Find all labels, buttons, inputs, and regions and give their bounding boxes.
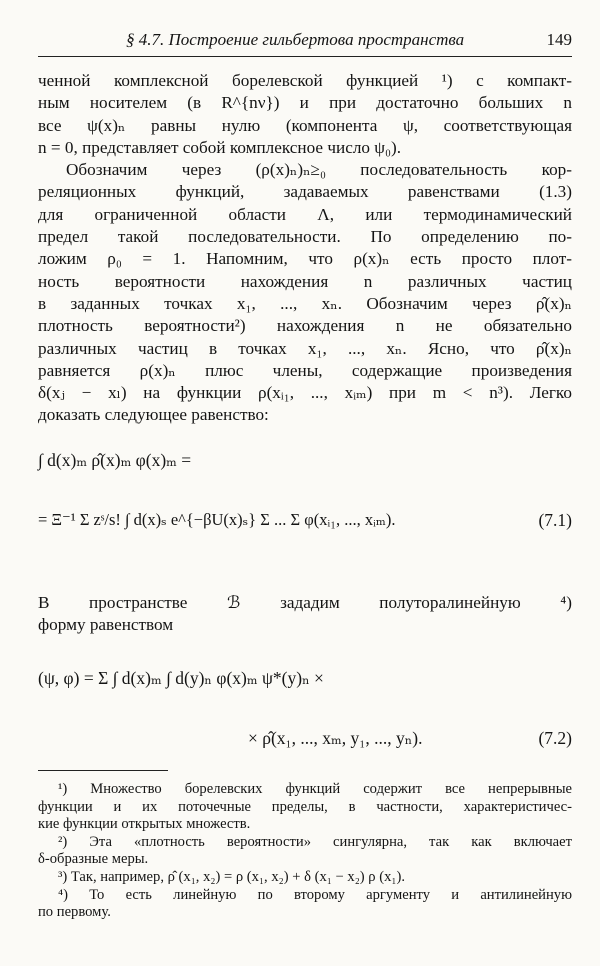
equation-text: = Ξ⁻¹ Σ zˢ/s! ∫ d(x)ₛ e^{−βU(x)ₛ} Σ ... Σ φ(xᵢ₁, ..., xᵢₘ).	[38, 510, 396, 529]
footnote-4	[38, 887, 572, 922]
text-line: δ(xⱼ − xₗ) на функции ρ(xᵢ₁, ..., xᵢₘ) при m < n³). Легко	[38, 383, 572, 403]
footnote-line: ¹) Множество борелевских функций содержит все непрерывные	[58, 781, 572, 797]
equation-7-1-line-1	[38, 450, 572, 471]
text-line: плотность вероятности²) нахождения n не обязательно	[38, 316, 572, 336]
main-text-2	[38, 592, 572, 637]
footnote-line: δ-образные меры.	[38, 851, 149, 868]
text-line: реляционных функций, задаваемых равенствами (1.3)	[38, 182, 572, 202]
text-line: n = 0, представляет собой комплексное число ψ₀).	[38, 137, 402, 157]
text-line: для ограниченной области Λ, или термодинамический	[38, 204, 572, 224]
equation-text: ∫ d(x)ₘ ρ̂(x)ₘ φ(x)ₘ =	[38, 450, 192, 470]
paragraph-2	[38, 159, 572, 427]
text-line: предел такой последовательности. По определению по-	[38, 227, 572, 247]
footnote-line: по первому.	[38, 904, 111, 921]
equation-number: (7.2)	[538, 728, 572, 748]
book-page	[38, 0, 572, 966]
footnote-1	[38, 781, 572, 834]
footnote-2	[38, 834, 572, 869]
equation-7-1-line-2	[38, 500, 572, 560]
footnote-line: ⁴) То есть линейную по второму аргументу и антилинейную	[58, 886, 572, 903]
text-line: ложим ρ₀ = 1. Напомним, что ρ(x)ₙ есть просто плот-	[38, 249, 572, 269]
equation-text: × ρ̂(x₁, ..., xₘ, y₁, ..., yₙ).	[248, 728, 423, 748]
text-line: в заданных точках x₁, ..., xₙ. Обозначим через ρ̂(x)ₙ	[38, 293, 572, 313]
footnotes	[38, 781, 572, 922]
text-line: равняется ρ(x)ₙ плюс члены, содержащие произведения	[38, 360, 572, 380]
page-number: 149	[546, 30, 572, 49]
text-line: ченной комплексной борелевской функцией ¹) с компакт-	[38, 71, 572, 90]
paragraph-3	[38, 592, 572, 637]
equation-text: (ψ, φ) = Σ ∫ d(x)ₘ ∫ d(y)ₙ φ(x)ₘ ψ*(y)ₙ ×	[38, 668, 324, 688]
text-line: форму равенством	[38, 615, 174, 635]
text-line: Обозначим через (ρ(x)ₙ)ₙ≥₀ последовательность кор-	[66, 160, 572, 180]
footnote-line: кие функции открытых множеств.	[38, 816, 251, 833]
main-text	[38, 70, 572, 427]
text-line: В пространстве ℬ зададим полуторалинейную ⁴)	[38, 593, 572, 612]
equation-7-2-line-1	[38, 668, 572, 689]
footnote-separator	[38, 770, 168, 771]
equation-number: (7.1)	[538, 510, 572, 530]
running-header	[38, 28, 572, 57]
text-line: различных частиц в точках x₁, ..., xₙ. Ясно, что ρ̂(x)ₙ	[38, 338, 572, 358]
text-line: доказать следующее равенство:	[38, 405, 269, 425]
footnote-line: функции и их поточечные пределы, в частности, характеристичес-	[38, 798, 572, 815]
paragraph-1	[38, 70, 572, 159]
header-title: § 4.7. Построение гильбертова пространства	[126, 30, 465, 49]
text-line: ность вероятности нахождения n различных частиц	[38, 271, 572, 291]
footnote-line: ²) Эта «плотность вероятности» сингулярна, так как включает	[58, 833, 572, 850]
footnote-line: ³) Так, например, ρ̂ (x₁, x₂) = ρ (x₁, x₂) + δ (x₁ − x₂) ρ (x₁).	[58, 868, 405, 885]
footnote-3	[38, 869, 572, 887]
text-line: все ψ(x)ₙ равны нулю (компонента ψ, соответствующая	[38, 115, 572, 135]
text-line: ным носителем (в R^{nν}) и при достаточно больших n	[38, 93, 572, 113]
